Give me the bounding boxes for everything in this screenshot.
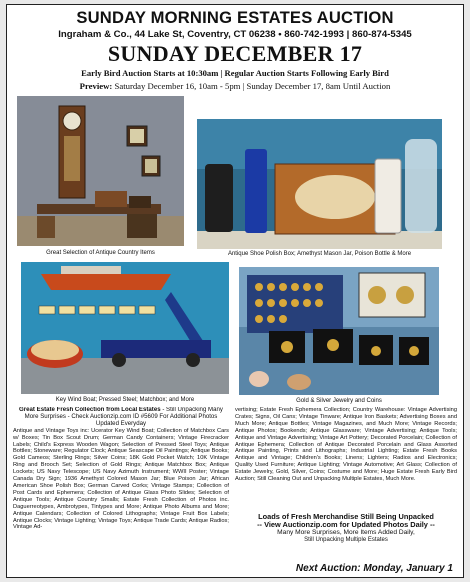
lead-paragraph: Great Estate Fresh Collection from Local Estates - Still Unpacking Many More Surprises - Check Auctionzip.com ID #5609 For Additional Photos Updated Everyday (19, 407, 223, 427)
shoe-polish-caption: Antique Shoe Polish Box; Amethyst Mason Jar, Poison Bottle & More (227, 251, 412, 257)
promo-line-4: Still Unpacking Multiple Estates (304, 537, 388, 543)
promo-line-3: Many More Surprises, More Items Added Daily, (277, 529, 415, 537)
left-items-list: Antique and Vintage Toys inc: Ucerator Key Wind Boat; Collection of Matchbox Cars w/ Boxes; Tin Box Scout Drum; German Candy Containers; Vintage Firecracker Labels; Child's Express Wooden Wagon; Selection of Pressed Steel Toys; Antique Bottles; Stoneware; Regulator Clock; Antique Seascape Oil Paintings; Antique Books; Gold Cameos; Sterling Rings; Silver Coins; 18K Gold Pocket Watch; 10K Vintage Ring and Brooch Set; Selection of Gold Rings; Antique Matchbox Box; Antique Lockets; US Navy Telescope; US Navy Azimuth Instrument; WWII Poster; Vintage Canada Dry Sign; 1936 Amethyst Colored Mason Jar; Blue Poison Jar; African American Shoe Polish Box; German Carved Corks; Vintage Stamps; Collection of Post Cards and Ephemera; Collection of Antique Glass Photo Slides; Selection of Antique Tools; Antique Country Smalls; Estate Fresh Collection of Photos inc. Daguerreotypes, Ambrotypes, Tintypes and More; Antique Photo Albums and More; Antique Calendars; Collection of Colored Lithographs; Vintage Fruit Box Labels; Antique Clocks; Vintage Lighting; Vintage Toys; Antique Trade Cards; Antique Radios; Vintage Ad- (13, 427, 229, 531)
jewelry-coins-caption: Gold & Silver Jewelry and Coins (296, 398, 382, 404)
auctioneer-address: Ingraham & Co., 44 Lake St, Coventry, CT 06238 • 860-742-1993 | 860-874-5345 (58, 29, 412, 40)
country-items-photo (17, 96, 184, 246)
auction-title: SUNDAY MORNING ESTATES AUCTION (76, 8, 394, 27)
auction-date: SUNDAY DECEMBER 17 (107, 41, 363, 66)
promo-line-1: Loads of Fresh Merchandise Still Being Unpacked (258, 512, 434, 521)
promo-line-2: -- View Auctionzip.com for Updated Photos Daily -- (257, 520, 435, 530)
auction-advertisement (6, 4, 464, 578)
shoe-polish-photo (197, 119, 442, 249)
auction-start-times: Early Bird Auction Starts at 10:30am | Regular Auction Starts Following Early Bird (81, 68, 389, 78)
left-column-text (13, 407, 229, 577)
jewelry-coins-photo (239, 267, 439, 395)
right-column-text: vertising; Estate Fresh Ephemera Collection; Country Warehouse: Vintage Advertising Crates; Signs, Oil Cans; Vintage Tinware; Antique Iron Baskets; Advertising Boxes and Much More; Antique Bottles; Vintage Magazines, and Much More; Vintage Records; Antique Photos; Bookends; Antique Glassware; Vintage Advertising; Antique Tools; Antique and Vintage Advertising; Vintage Art Pottery; Decorated Porcelain; Collection of Antique Ephemera; Collection of Antique Decorated Porcelain and Glass Assorted Antique Painting, Prints and Lithographs; Industrial Lighting; Estate Fresh Books Antique and Vintage; Children's Books; Linens; Lighters; Radios and Electronics; Quality Used Furniture; Antique Lighting; Vintage Automotive; Art Glass; Collection of Estate Jewelry, Gold, Silver, Coins; Costume and More; Huge Estate Fresh Early Bird Auction; Still Cleaning Out and Unpacking Multiple Estates, Much More. (235, 407, 457, 483)
next-auction-date: Next Auction: Monday, January 1 (295, 563, 453, 574)
toys-caption: Key Wind Boat; Pressed Steel; Matchbox; and More (55, 397, 195, 403)
country-items-caption: Great Selection of Antique Country Items (46, 250, 155, 256)
preview-times: Preview: Saturday December 16, 10am - 5pm | Sunday December 17, 8am Until Auction (79, 81, 391, 91)
promo-block (235, 513, 457, 543)
toys-photo (21, 262, 229, 394)
